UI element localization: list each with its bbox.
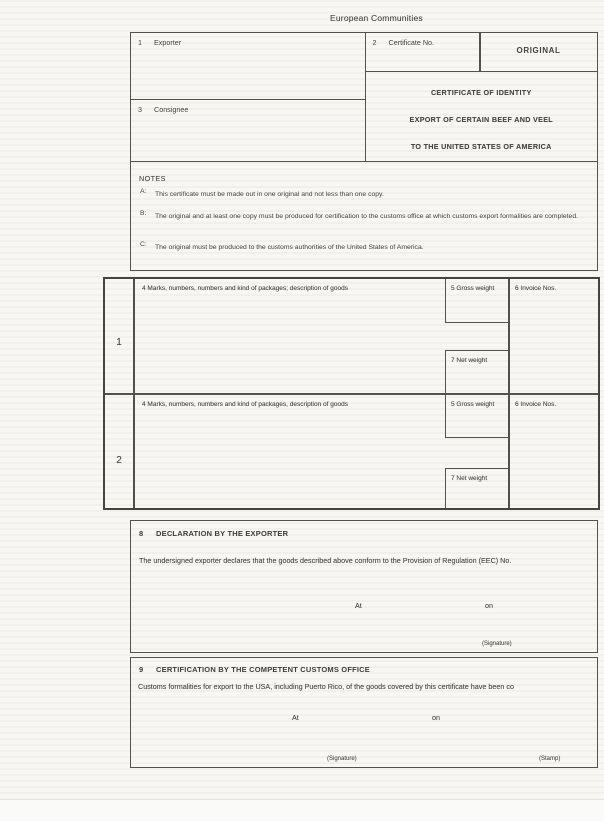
row-number-1: 1 — [116, 337, 122, 348]
net-weight-box-row1 — [445, 350, 510, 393]
row-number-2: 2 — [116, 455, 122, 466]
note-letter-b: B: — [140, 209, 147, 217]
declaration-at-label: At — [355, 601, 362, 610]
row-divider — [105, 393, 598, 395]
declaration-on-label: on — [485, 601, 493, 610]
note-text-b: The original and at least one copy must be produced for certification to the customs office at which customs export formalities are completed. — [155, 212, 579, 220]
gross-weight-label-row2: 5 Gross weight — [451, 401, 495, 408]
page-title: European Communities — [330, 13, 423, 23]
note-item-a — [140, 188, 591, 203]
declaration-heading — [139, 529, 288, 538]
certificate-no-label-text: Certificate No. — [388, 38, 435, 47]
certificate-title-line1: CERTIFICATE OF IDENTITY — [430, 87, 532, 97]
declaration-heading-text: DECLARATION BY THE EXPORTER — [156, 529, 289, 538]
certification-heading — [139, 665, 370, 674]
invoice-label-row2: 6 Invoice Nos. — [515, 401, 557, 408]
note-item-c — [140, 241, 591, 256]
scan-bottom-band — [0, 799, 604, 821]
net-weight-label-row1: 7 Net weight — [451, 357, 488, 364]
declaration-body: The undersigned exporter declares that the goods described above conform to the Provision of Regulation (EEC) No. — [139, 556, 512, 565]
gross-weight-box-row2 — [445, 395, 510, 438]
notes-heading: NOTES — [139, 173, 166, 183]
gross-weight-label-row1: 5 Gross weight — [451, 285, 495, 292]
net-weight-label-row2: 7 Net weight — [451, 475, 488, 482]
original-box — [479, 32, 598, 72]
note-text-a: This certificate must be made out in one original and not less than one copy. — [155, 190, 384, 198]
declaration-box — [130, 520, 598, 653]
consignee-label — [138, 105, 188, 114]
consignee-number: 3 — [138, 104, 142, 114]
certificate-no-label — [373, 38, 435, 47]
certification-at-label: At — [292, 713, 299, 722]
declaration-number: 8 — [139, 529, 144, 538]
declaration-signature-label: (Signature) — [482, 641, 512, 647]
certificate-no-box — [365, 32, 481, 72]
certification-number: 9 — [139, 665, 144, 674]
invoice-label-row1: 6 Invoice Nos. — [515, 285, 557, 292]
note-letter-a: A: — [140, 187, 147, 195]
certification-heading-text: CERTIFICATION BY THE COMPETENT CUSTOMS OFFICE — [156, 665, 371, 674]
exporter-box — [130, 32, 366, 100]
certification-stamp-label: (Stamp) — [539, 756, 561, 762]
certification-signature-label: (Signature) — [327, 756, 357, 762]
certification-on-label: on — [432, 713, 440, 722]
exporter-number: 1 — [138, 38, 142, 47]
goods-header-row2: 4 Marks, numbers, numbers and kind of packages, description of goods — [142, 401, 348, 408]
certification-box — [130, 657, 598, 768]
exporter-label-text: Exporter — [154, 38, 182, 47]
consignee-box — [130, 99, 366, 163]
goods-table — [103, 277, 600, 510]
note-text-c: The original must be produced to the customs authorities of the United States of America. — [155, 243, 424, 251]
note-letter-c: C: — [140, 240, 147, 248]
certificate-title-box — [365, 71, 599, 163]
net-weight-box-row2 — [445, 468, 510, 508]
exporter-label — [138, 38, 181, 47]
original-label: ORIGINAL — [516, 46, 561, 55]
certificate-title-line2: EXPORT OF CERTAIN BEEF AND VEEL — [409, 114, 553, 124]
certification-body: Customs formalities for export to the USA, including Puerto Rico, of the goods covered by this certificate have been co — [138, 682, 514, 691]
certificate-title-line3: TO THE UNITED STATES OF AMERICA — [410, 141, 552, 151]
consignee-label-text: Consignee — [154, 104, 189, 114]
gross-weight-box-row1 — [445, 279, 510, 323]
note-item-b — [140, 210, 591, 225]
certificate-no-number: 2 — [372, 38, 377, 47]
notes-box — [130, 161, 598, 271]
goods-header-row1: 4 Marks, numbers, numbers and kind of packages; description of goods — [142, 285, 348, 292]
